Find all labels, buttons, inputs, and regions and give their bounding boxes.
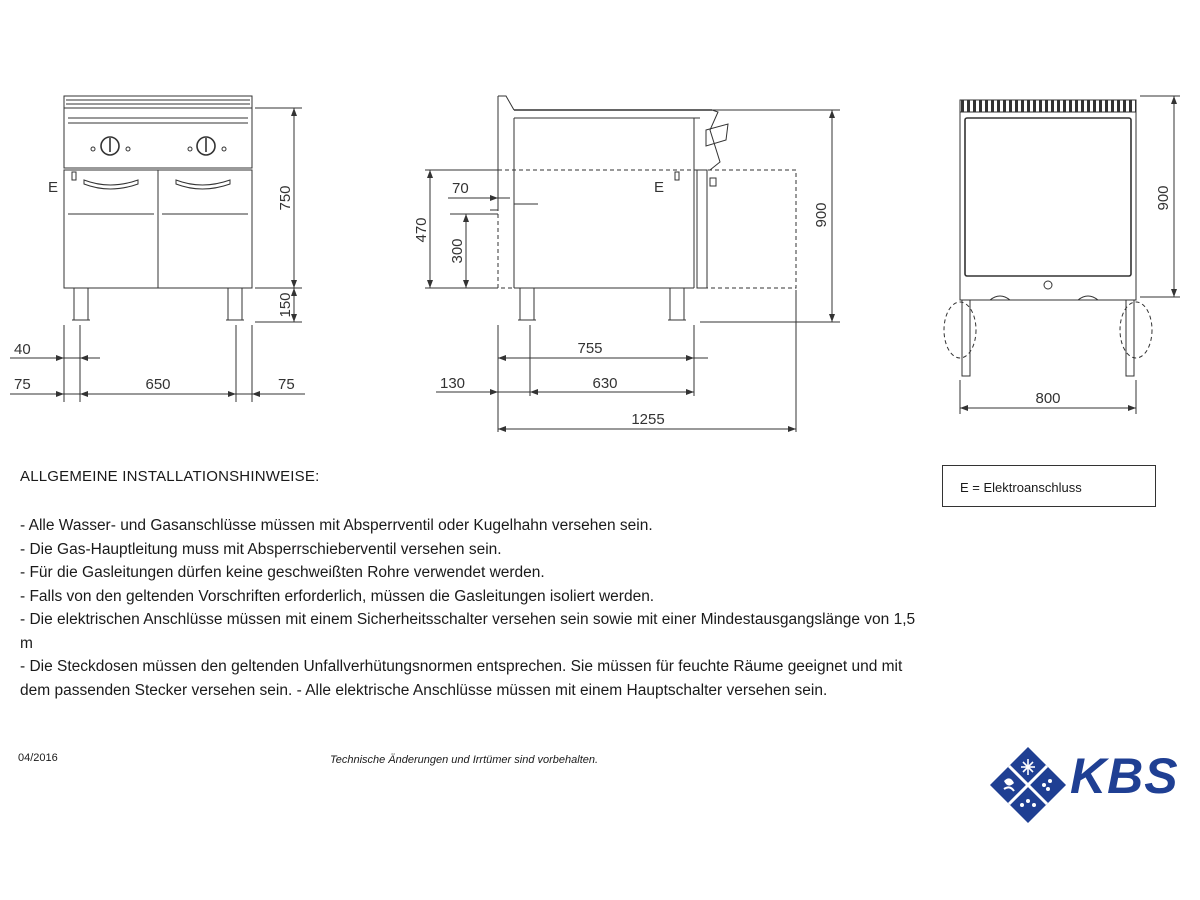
side-dim-back-130: 130: [440, 375, 466, 392]
disclaimer-text: Technische Änderungen und Irrtümer sind vorbehalten.: [330, 754, 599, 766]
side-dim-height-300: 300: [449, 238, 466, 264]
logo-text: KBS: [1070, 748, 1179, 804]
front-dim-side-left-75: 75: [14, 376, 31, 393]
knob-left-icon: [91, 137, 130, 155]
front-dim-leg-150: 150: [277, 292, 294, 318]
side-dim-offset-70: 70: [452, 180, 469, 197]
side-dim-depth-755: 755: [577, 340, 603, 357]
side-dim-height-470: 470: [413, 217, 430, 243]
side-connection-label: E: [654, 179, 665, 196]
instruction-item: - Alle Wasser- und Gasanschlüsse müssen mit Absperrventil oder Kugelhahn versehen sein.: [20, 517, 653, 534]
legend-box: [942, 465, 1156, 507]
instruction-item: - Die elektrischen Anschlüsse müssen mit einem Sicherheitsschalter versehen sein sowie mit einer Mindestausgangslänge von 1,5 m: [20, 611, 916, 652]
top-view: [944, 96, 1180, 414]
instruction-item: - Die Steckdosen müssen den geltenden Unfallverhütungsnormen entsprechen. Sie müssen für feuchte Räume geeignet und mit dem passenden Stecker versehen sein. - Alle elektrische Anschlüsse müssen mit einem Hauptschalter versehen sein.: [20, 658, 903, 699]
instruction-item: - Die Gas-Hauptleitung muss mit Absperrschieberventil versehen sein.: [20, 540, 502, 558]
side-view: [425, 96, 840, 432]
front-dim-height-750: 750: [277, 185, 294, 211]
side-dim-depth-630: 630: [592, 375, 618, 392]
kbs-logo-mark-icon: [988, 745, 1068, 825]
front-dim-width-650: 650: [145, 376, 171, 393]
instruction-item: - Für die Gasleitungen dürfen keine geschweißten Rohre verwendet werden.: [20, 564, 545, 581]
instruction-item: - Falls von den geltenden Vorschriften erforderlich, müssen die Gasleitungen isoliert werden.: [20, 587, 655, 605]
side-dim-height-900: 900: [813, 202, 830, 228]
front-connection-label: E: [48, 179, 59, 196]
top-dim-width-800: 800: [1035, 390, 1061, 407]
front-view: [10, 96, 305, 402]
front-dim-side-right-75: 75: [278, 376, 295, 393]
side-dim-depth-1255: 1255: [631, 411, 665, 428]
top-dim-height-900: 900: [1155, 185, 1172, 211]
knob-right-icon: [188, 137, 226, 155]
front-dim-leg-offset-40: 40: [14, 341, 31, 358]
instructions-title: ALLGEMEINE INSTALLATIONSHINWEISE:: [20, 468, 320, 485]
kbs-logo: [988, 745, 1200, 825]
legend-text: E = Elektroanschluss: [960, 480, 1082, 495]
revision-date: 04/2016: [18, 752, 58, 764]
instructions-list: [20, 514, 920, 702]
